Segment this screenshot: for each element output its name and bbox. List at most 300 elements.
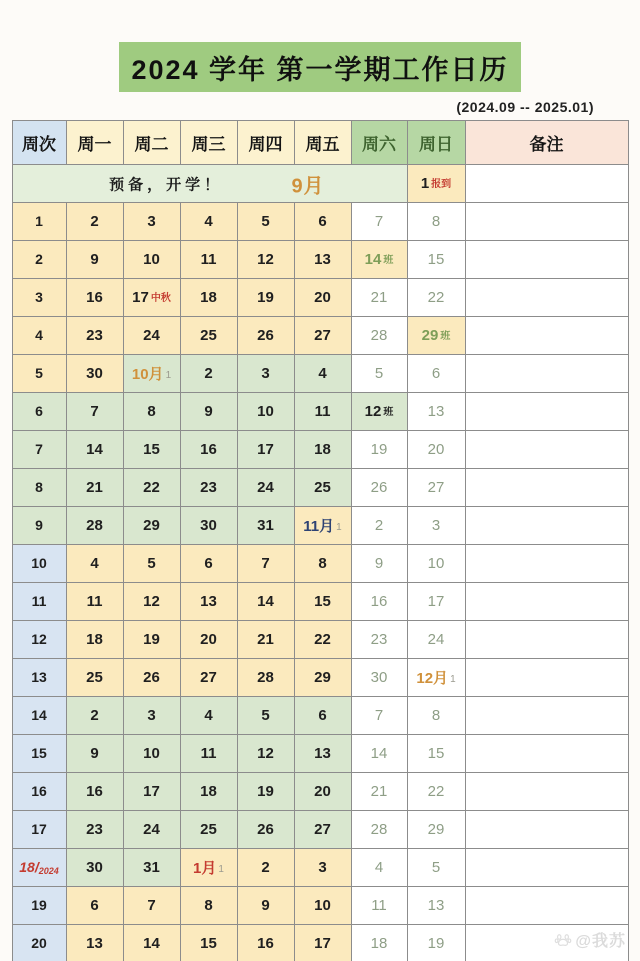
header-row [12,121,628,165]
day-cell [294,431,351,469]
week-number: 10 [31,554,47,571]
day-cell [351,355,407,393]
day-number: 4 [318,364,327,382]
day-cell [66,393,123,431]
day-number: 19 [370,440,388,458]
day-number: 29 [143,516,160,534]
day-cell [66,659,123,697]
remark-cell [465,735,628,773]
week-number-cell [12,279,66,317]
day-number: 21 [370,782,388,800]
day-number: 14 [370,744,388,762]
day-number: 24 [257,478,274,496]
week-row-13 [12,659,628,697]
day-number: 19 [257,288,274,306]
day-cell [407,621,465,659]
day-note: 1 [336,522,342,533]
day-number: 3 [147,706,156,724]
day-number: 9 [374,554,384,572]
day-number: 16 [200,440,217,458]
day-number: 8 [318,554,327,572]
week-number: 11 [31,592,47,609]
day-cell [237,393,294,431]
week-number-cell [12,203,66,241]
day-cell [66,583,123,621]
day-number: 13 [314,250,331,268]
day-cell [351,583,407,621]
day-number: 6 [431,364,441,382]
day-number: 4 [374,858,384,876]
day-cell [237,431,294,469]
day-cell [66,925,123,961]
day-cell [407,659,465,697]
day-number: 17 [314,934,331,952]
day-number: 30 [86,364,103,382]
day-number: 30 [370,668,388,686]
remark-cell [465,507,628,545]
day-number: 14 [364,250,382,268]
day-number: 28 [86,516,103,534]
day-number: 22 [427,782,445,800]
day-cell [123,583,180,621]
remark-cell [465,317,628,355]
day-number: 14 [86,440,103,458]
day-cell [407,849,465,887]
day-cell [123,355,180,393]
day-number: 2 [261,858,270,876]
day-number: 18 [200,288,217,306]
day-cell [66,545,123,583]
day-number: 17 [257,440,274,458]
day-cell [180,355,237,393]
remark-cell [465,279,628,317]
header-cell-4: 周四 [237,121,294,165]
day-cell [123,393,180,431]
day-number: 16 [370,592,388,610]
week-row-19 [12,887,628,925]
month-banner-row [12,165,628,203]
day-cell [294,887,351,925]
day-number: 20 [427,440,445,458]
header-cell-0: 周次 [12,121,66,165]
day-number: 7 [90,402,99,420]
day-number: 3 [431,516,441,534]
day-number: 30 [200,516,217,534]
week-number-cell [12,925,66,961]
day-cell [407,393,465,431]
day-number: 5 [431,858,441,876]
week-number: 13 [31,668,47,685]
remark-cell [465,697,628,735]
day-cell [294,279,351,317]
day-cell [66,507,123,545]
day-number: 13 [314,744,331,762]
day-number: 3 [147,212,156,230]
day-number: 17 [132,288,149,306]
day-number: 20 [200,630,217,648]
day-cell [351,925,407,961]
day-cell [180,849,237,887]
day-number: 31 [257,516,274,534]
day-number: 25 [86,668,103,686]
day-cell [407,279,465,317]
day-cell [294,659,351,697]
week-number: 9 [35,516,43,533]
day-number: 22 [314,630,331,648]
day-number: 18 [314,440,331,458]
week-row-11 [12,583,628,621]
day-number: 10 [143,744,160,762]
day-number: 11 [200,250,217,268]
day-number: 18 [200,782,217,800]
week-number-cell [12,583,66,621]
day-number: 7 [374,212,384,230]
day-cell [66,697,123,735]
day-number: 28 [257,668,274,686]
day-cell [180,621,237,659]
day-cell [407,773,465,811]
day-cell-registration [407,165,465,203]
remark-cell [465,659,628,697]
day-number: 8 [431,706,441,724]
week-number: 5 [35,364,43,381]
day-cell [66,317,123,355]
day-cell [66,203,123,241]
week-row-14 [12,697,628,735]
day-cell [180,583,237,621]
remark-cell [465,469,628,507]
day-cell [180,469,237,507]
day-number: 9 [90,744,99,762]
day-number: 11 [86,592,103,610]
day-cell [351,659,407,697]
remark-cell [465,773,628,811]
day-cell [237,697,294,735]
day-note: 班 [440,330,451,342]
day-cell [294,583,351,621]
week-number-cell [12,697,66,735]
day-number: 29 [421,326,439,344]
day-number: 23 [86,326,103,344]
week-number: 14 [31,706,47,723]
day-number: 7 [374,706,384,724]
day-number: 21 [86,478,103,496]
day-number: 2 [90,706,99,724]
day-number: 17 [143,782,160,800]
remark-cell [465,203,628,241]
day-number: 20 [314,288,331,306]
week-number: 18/ [19,858,39,875]
week-row-17 [12,811,628,849]
day-note: 班 [383,406,394,418]
day-number: 9 [261,896,270,914]
day-cell [237,849,294,887]
day-cell [294,811,351,849]
day-number: 10 [427,554,445,572]
day-cell [407,431,465,469]
day-number: 26 [257,820,274,838]
day-cell [66,621,123,659]
day-number: 25 [200,326,217,344]
day-number: 4 [204,706,213,724]
header-cell-3: 周三 [180,121,237,165]
day-cell [237,355,294,393]
day-number: 6 [318,212,327,230]
day-cell [237,735,294,773]
week-number-cell [12,811,66,849]
day-cell [351,697,407,735]
day-number: 6 [204,554,213,572]
day-cell [351,849,407,887]
week-number: 7 [35,440,43,457]
day-number: 2 [374,516,384,534]
day-cell [294,545,351,583]
day-number: 6 [90,896,99,914]
day-cell [351,735,407,773]
week-number-cell [12,659,66,697]
day-cell [180,241,237,279]
day-number: 21 [370,288,388,306]
week-number: 3 [35,288,43,305]
header-cell-6: 周六 [351,121,407,165]
day-cell [123,241,180,279]
day-cell [294,469,351,507]
day-cell [407,583,465,621]
day-cell [237,773,294,811]
day-number: 14 [143,934,160,952]
day-cell [351,279,407,317]
day-number: 9 [204,402,213,420]
day-cell [294,203,351,241]
header-cell-5: 周五 [294,121,351,165]
day-cell [123,773,180,811]
day-cell [180,317,237,355]
day-note: 1 [450,674,456,685]
day-number: 15 [143,440,160,458]
day-number: 11月 [303,518,335,535]
remark-cell [465,811,628,849]
day-cell [123,887,180,925]
page-title: 2024 学年 第一学期工作日历 [119,42,520,92]
day-cell [351,393,407,431]
day-cell [237,621,294,659]
day-number: 5 [261,212,270,230]
header-cell-2: 周二 [123,121,180,165]
day-number: 10 [257,402,274,420]
remark-cell [465,393,628,431]
day-cell [123,545,180,583]
day-cell [407,925,465,961]
day-cell [351,773,407,811]
week-number-cell [12,431,66,469]
day-number: 23 [86,820,103,838]
remark-cell [465,355,628,393]
day-cell [294,241,351,279]
day-number: 27 [200,668,217,686]
day-cell [407,203,465,241]
watermark [554,928,626,951]
day-number: 23 [370,630,388,648]
remark-cell [465,849,628,887]
day-cell [180,545,237,583]
day-cell [123,811,180,849]
day-cell [123,697,180,735]
day-cell [180,431,237,469]
semester-start-label: 预备，开学！ [109,176,224,193]
day-cell [66,849,123,887]
day-cell [351,621,407,659]
day-cell [237,887,294,925]
day-number: 3 [318,858,327,876]
day-cell [123,659,180,697]
day-number: 12月 [416,670,449,687]
day-number: 13 [427,402,445,420]
day-cell [294,621,351,659]
day-number: 12 [364,402,382,420]
day-number: 17 [427,592,445,610]
day-cell [237,659,294,697]
day-number: 5 [374,364,384,382]
week-row-20 [12,925,628,961]
day-number: 2 [90,212,99,230]
week-number-cell [12,887,66,925]
day-cell [407,887,465,925]
remark-cell [465,887,628,925]
day-number: 24 [143,326,160,344]
day-number: 27 [314,820,331,838]
september-banner-cell [12,165,407,203]
day-number: 10 [314,896,331,914]
day-number: 28 [370,326,388,344]
day-cell [237,545,294,583]
week-number-cell [12,317,66,355]
day-cell [407,545,465,583]
week-row-6 [12,393,628,431]
day-number: 27 [314,326,331,344]
week-number: 6 [35,402,43,419]
week-number: 20 [31,934,47,951]
day-number: 1 [420,174,430,192]
day-cell [407,735,465,773]
date-range: (2024.09 -- 2025.01) [456,99,594,115]
week-number: 16 [31,782,47,799]
day-number: 12 [257,744,274,762]
week-row-5 [12,355,628,393]
day-number: 12 [257,250,274,268]
week-number: 17 [31,820,47,837]
day-cell [180,697,237,735]
day-cell [66,279,123,317]
day-number: 16 [86,782,103,800]
day-cell [123,279,180,317]
day-number: 1月 [193,860,217,877]
day-number: 15 [200,934,217,952]
day-cell [407,811,465,849]
day-cell [294,773,351,811]
day-number: 22 [427,288,445,306]
day-cell [237,469,294,507]
day-note: 中秋 [150,292,171,304]
day-number: 8 [204,896,213,914]
remark-cell [465,165,628,203]
day-cell [180,773,237,811]
week-row-4 [12,317,628,355]
week-number-cell [12,507,66,545]
week-number-cell [12,469,66,507]
day-number: 5 [147,554,156,572]
week-number: 2 [35,250,43,267]
day-number: 19 [427,934,445,952]
day-number: 30 [86,858,103,876]
week-row-12 [12,621,628,659]
day-cell [351,317,407,355]
day-number: 19 [257,782,274,800]
day-cell [407,355,465,393]
month-label-september: 9月 [291,175,325,197]
week-number-cell [12,773,66,811]
day-cell [294,393,351,431]
week-number-cell [12,355,66,393]
day-number: 28 [370,820,388,838]
day-cell [407,469,465,507]
day-cell [180,887,237,925]
day-cell [66,355,123,393]
day-cell [237,317,294,355]
day-number: 23 [200,478,217,496]
watermark-text: @我苏 [575,933,626,950]
day-number: 11 [371,896,387,914]
header-cell-8: 备注 [465,121,628,165]
day-note: 1 [165,370,172,381]
day-number: 6 [318,706,327,724]
day-number: 13 [200,592,217,610]
remark-cell [465,583,628,621]
remark-cell [465,241,628,279]
day-number: 9 [90,250,99,268]
day-number: 11 [314,402,331,420]
day-cell [180,393,237,431]
week-row-9 [12,507,628,545]
day-cell [237,203,294,241]
week-row-7 [12,431,628,469]
day-number: 29 [427,820,445,838]
week-number: 4 [35,326,43,343]
day-cell [351,203,407,241]
day-cell [123,469,180,507]
day-number: 15 [427,250,445,268]
week-number-annotation: 2024 [38,865,59,876]
day-cell [66,241,123,279]
day-number: 18 [370,934,388,952]
day-cell [66,469,123,507]
week-row-8 [12,469,628,507]
day-number: 13 [86,934,103,952]
day-cell [237,811,294,849]
day-number: 11 [200,744,217,762]
week-number: 8 [35,478,43,495]
day-number: 10月 [131,366,164,383]
day-number: 12 [143,592,160,610]
day-number: 26 [257,326,274,344]
day-number: 15 [427,744,445,762]
day-note: 班 [383,254,394,266]
remark-cell [465,621,628,659]
day-cell [407,241,465,279]
week-number-cell [12,735,66,773]
week-number: 1 [35,212,43,229]
day-number: 7 [147,896,156,914]
day-number: 3 [261,364,270,382]
